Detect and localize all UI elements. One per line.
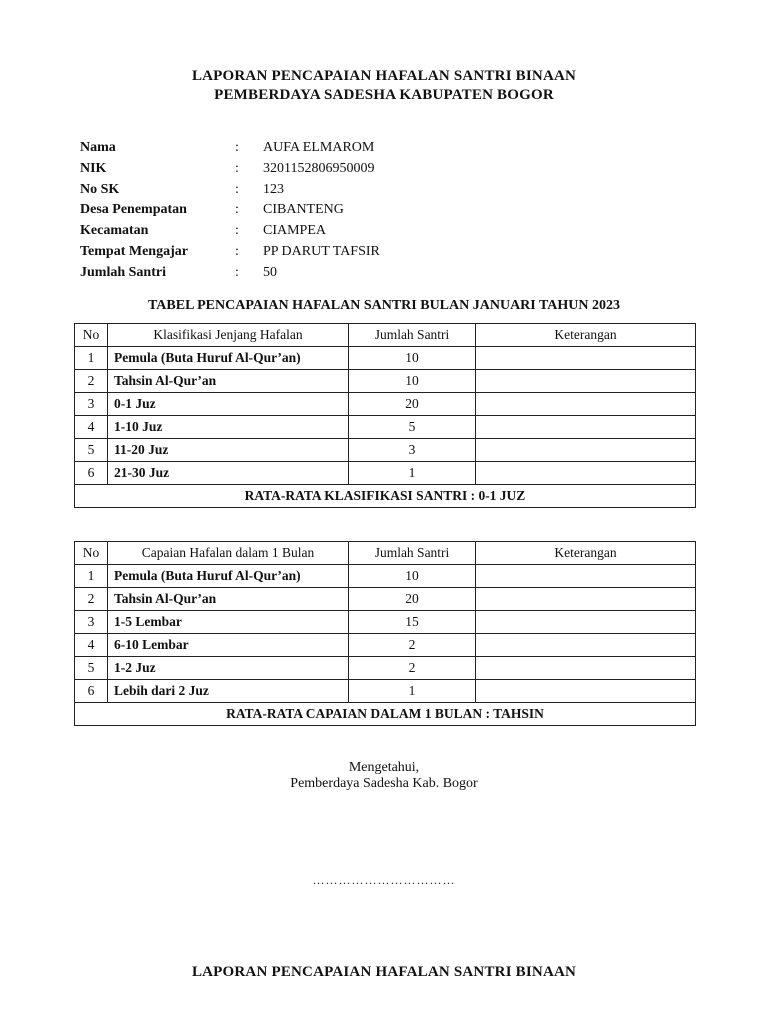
row-number: 3 <box>75 393 108 416</box>
info-value: 3201152806950009 <box>263 161 375 176</box>
classification-name: Pemula (Buta Huruf Al-Qur’an) <box>108 347 349 370</box>
info-separator: : <box>235 244 239 259</box>
signatory-title: Pemberdaya Sadesha Kab. Bogor <box>290 776 478 791</box>
classification-name: 0-1 Juz <box>108 393 349 416</box>
table-header-row <box>75 542 696 565</box>
table-header-row <box>75 324 696 347</box>
report-title-line1: LAPORAN PENCAPAIAN HAFALAN SANTRI BINAAN <box>191 68 577 84</box>
row-number: 1 <box>75 347 108 370</box>
table-row <box>75 347 696 370</box>
achievement-name: Lebih dari 2 Juz <box>108 680 349 703</box>
column-header: Keterangan <box>476 324 696 347</box>
classification-name: Tahsin Al-Qur’an <box>108 370 349 393</box>
info-separator: : <box>235 202 239 217</box>
info-value: 50 <box>263 265 277 280</box>
info-separator: : <box>235 223 239 238</box>
signature-line: …………………………… <box>312 873 456 887</box>
summary-row <box>75 485 696 508</box>
row-number: 6 <box>75 462 108 485</box>
student-count: 20 <box>349 588 476 611</box>
summary-row <box>75 703 696 726</box>
student-count: 10 <box>349 565 476 588</box>
note-cell <box>476 565 696 588</box>
achievement-name: 6-10 Lembar <box>108 634 349 657</box>
achievement-name: Pemula (Buta Huruf Al-Qur’an) <box>108 565 349 588</box>
info-value: 123 <box>263 182 284 197</box>
table-row <box>75 439 696 462</box>
table-row <box>75 416 696 439</box>
column-header: Keterangan <box>476 542 696 565</box>
table-title: TABEL PENCAPAIAN HAFALAN SANTRI BULAN JANUARI TAHUN 2023 <box>147 298 621 313</box>
student-count: 5 <box>349 416 476 439</box>
table-row <box>75 680 696 703</box>
classification-name: 1-10 Juz <box>108 416 349 439</box>
student-count: 2 <box>349 657 476 680</box>
info-label: Nama <box>80 140 116 155</box>
column-header: Jumlah Santri <box>349 324 476 347</box>
row-number: 3 <box>75 611 108 634</box>
info-value: CIBANTENG <box>263 202 344 217</box>
row-number: 5 <box>75 439 108 462</box>
achievement-table <box>74 541 696 726</box>
note-cell <box>476 393 696 416</box>
column-header: Klasifikasi Jenjang Hafalan <box>108 324 349 347</box>
table-row <box>75 462 696 485</box>
achievement-name: 1-5 Lembar <box>108 611 349 634</box>
student-count: 1 <box>349 462 476 485</box>
row-number: 5 <box>75 657 108 680</box>
summary-text: RATA-RATA KLASIFIKASI SANTRI : 0-1 JUZ <box>75 485 696 508</box>
note-cell <box>476 439 696 462</box>
note-cell <box>476 634 696 657</box>
note-cell <box>476 416 696 439</box>
info-value: CIAMPEA <box>263 223 327 238</box>
note-cell <box>476 347 696 370</box>
note-cell <box>476 657 696 680</box>
info-separator: : <box>235 182 239 197</box>
achievement-name: Tahsin Al-Qur’an <box>108 588 349 611</box>
row-number: 1 <box>75 565 108 588</box>
student-count: 10 <box>349 347 476 370</box>
note-cell <box>476 611 696 634</box>
note-cell <box>476 370 696 393</box>
row-number: 2 <box>75 588 108 611</box>
student-count: 2 <box>349 634 476 657</box>
table-row <box>75 370 696 393</box>
acknowledgement-label: Mengetahui, <box>348 760 420 775</box>
info-separator: : <box>235 140 239 155</box>
row-number: 4 <box>75 634 108 657</box>
info-label: Kecamatan <box>80 223 149 238</box>
info-separator: : <box>235 265 239 280</box>
table-row <box>75 634 696 657</box>
next-page-title: LAPORAN PENCAPAIAN HAFALAN SANTRI BINAAN <box>191 964 577 980</box>
row-number: 2 <box>75 370 108 393</box>
table-row <box>75 588 696 611</box>
table-row <box>75 393 696 416</box>
classification-name: 21-30 Juz <box>108 462 349 485</box>
student-count: 1 <box>349 680 476 703</box>
table-row <box>75 565 696 588</box>
student-count: 3 <box>349 439 476 462</box>
row-number: 4 <box>75 416 108 439</box>
classification-table <box>74 323 696 508</box>
summary-text: RATA-RATA CAPAIAN DALAM 1 BULAN : TAHSIN <box>75 703 696 726</box>
table-row <box>75 657 696 680</box>
column-header: Jumlah Santri <box>349 542 476 565</box>
info-label: Tempat Mengajar <box>80 244 188 259</box>
info-label: Desa Penempatan <box>80 202 187 217</box>
note-cell <box>476 680 696 703</box>
info-separator: : <box>235 161 239 176</box>
student-count: 20 <box>349 393 476 416</box>
note-cell <box>476 462 696 485</box>
note-cell <box>476 588 696 611</box>
column-header: Capaian Hafalan dalam 1 Bulan <box>108 542 349 565</box>
classification-name: 11-20 Juz <box>108 439 349 462</box>
table-row <box>75 611 696 634</box>
info-value: AUFA ELMAROM <box>263 140 375 155</box>
student-count: 10 <box>349 370 476 393</box>
achievement-name: 1-2 Juz <box>108 657 349 680</box>
info-label: Jumlah Santri <box>80 265 166 280</box>
report-title-line2: PEMBERDAYA SADESHA KABUPATEN BOGOR <box>214 87 554 103</box>
info-value: PP DARUT TAFSIR <box>263 244 380 259</box>
row-number: 6 <box>75 680 108 703</box>
student-count: 15 <box>349 611 476 634</box>
info-label: NIK <box>80 161 107 176</box>
column-header: No <box>75 542 108 565</box>
info-label: No SK <box>80 182 120 197</box>
column-header: No <box>75 324 108 347</box>
